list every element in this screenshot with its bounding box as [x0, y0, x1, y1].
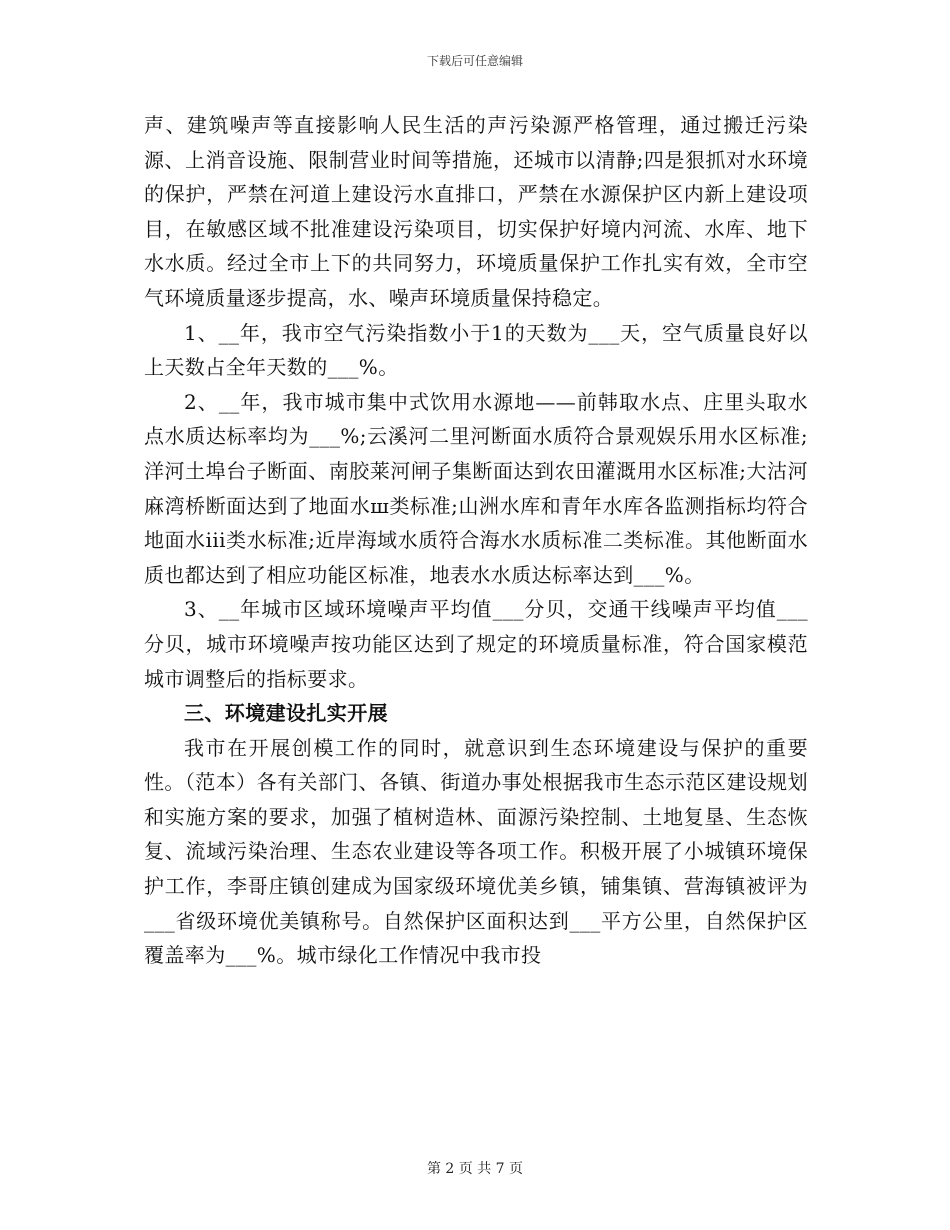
document-body [144, 108, 808, 973]
page-header: 下载后可任意编辑 [426, 54, 523, 68]
body-paragraph-section-3: 我市在开展创模工作的同时，就意识到生态环境建设与保护的重要性。（范本）各有关部门、各镇、街道办事处根据我市生态示范区建设规划和实施方案的要求，加强了植树造林、面源污染控制、土地复垦、生态恢复、流域污染治理、生态农业建设等各项工作。积极开展了小城镇环境保护工作，李哥庄镇创建成为国家级环境优美乡镇，铺集镇、营海镇被评为___省级环境优美镇称号。自然保护区面积达到___平方公里，自然保护区覆盖率为___%。城市绿化工作情况中我市投 [144, 735, 808, 968]
body-paragraph-item-3: 3、__年城市区域环境噪声平均值___分贝，交通干线噪声平均值___分贝，城市环境噪声按功能区达到了规定的环境质量标准，符合国家模范城市调整后的指标要求。 [144, 597, 808, 691]
page-number: 第 2 页 共 7 页 [426, 1161, 524, 1177]
section-heading: 三、环境建设扎实开展 [184, 701, 388, 726]
body-paragraph-continued: 声、建筑噪声等直接影响人民生活的声污染源严格管理，通过搬迁污染源、上消音设施、限制营业时间等措施，还城市以清静;四是狠抓对水环境的保护，严禁在河道上建设污水直排口，严禁在水源保护区内新上建设项目，在敏感区域不批准建设污染项目，切实保护好境内河流、水库、地下水水质。经过全市上下的共同努力，环境质量保护工作扎实有效，全市空气环境质量逐步提高，水、噪声环境质量保持稳定。 [144, 113, 808, 310]
body-paragraph-item-1: 1、__年，我市空气污染指数小于1的天数为___天，空气质量良好以上天数占全年天数的___%。 [144, 320, 808, 380]
body-paragraph-item-2: 2、__年，我市城市集中式饮用水源地——前韩取水点、庄里头取水点水质达标率均为___%;云溪河二里河断面水质符合景观娱乐用水区标准;洋河土埠台子断面、南胶莱河闸子集断面达到农田灌溉用水区标准;大沽河麻湾桥断面达到了地面水ш类标准;山洲水库和青年水库各监测指标均符合地面水iii类水标准;近岸海域水质符合海水水质标准二类标准。其他断面水质也都达到了相应功能区标准，地表水水质达标率达到___%。 [144, 389, 808, 587]
